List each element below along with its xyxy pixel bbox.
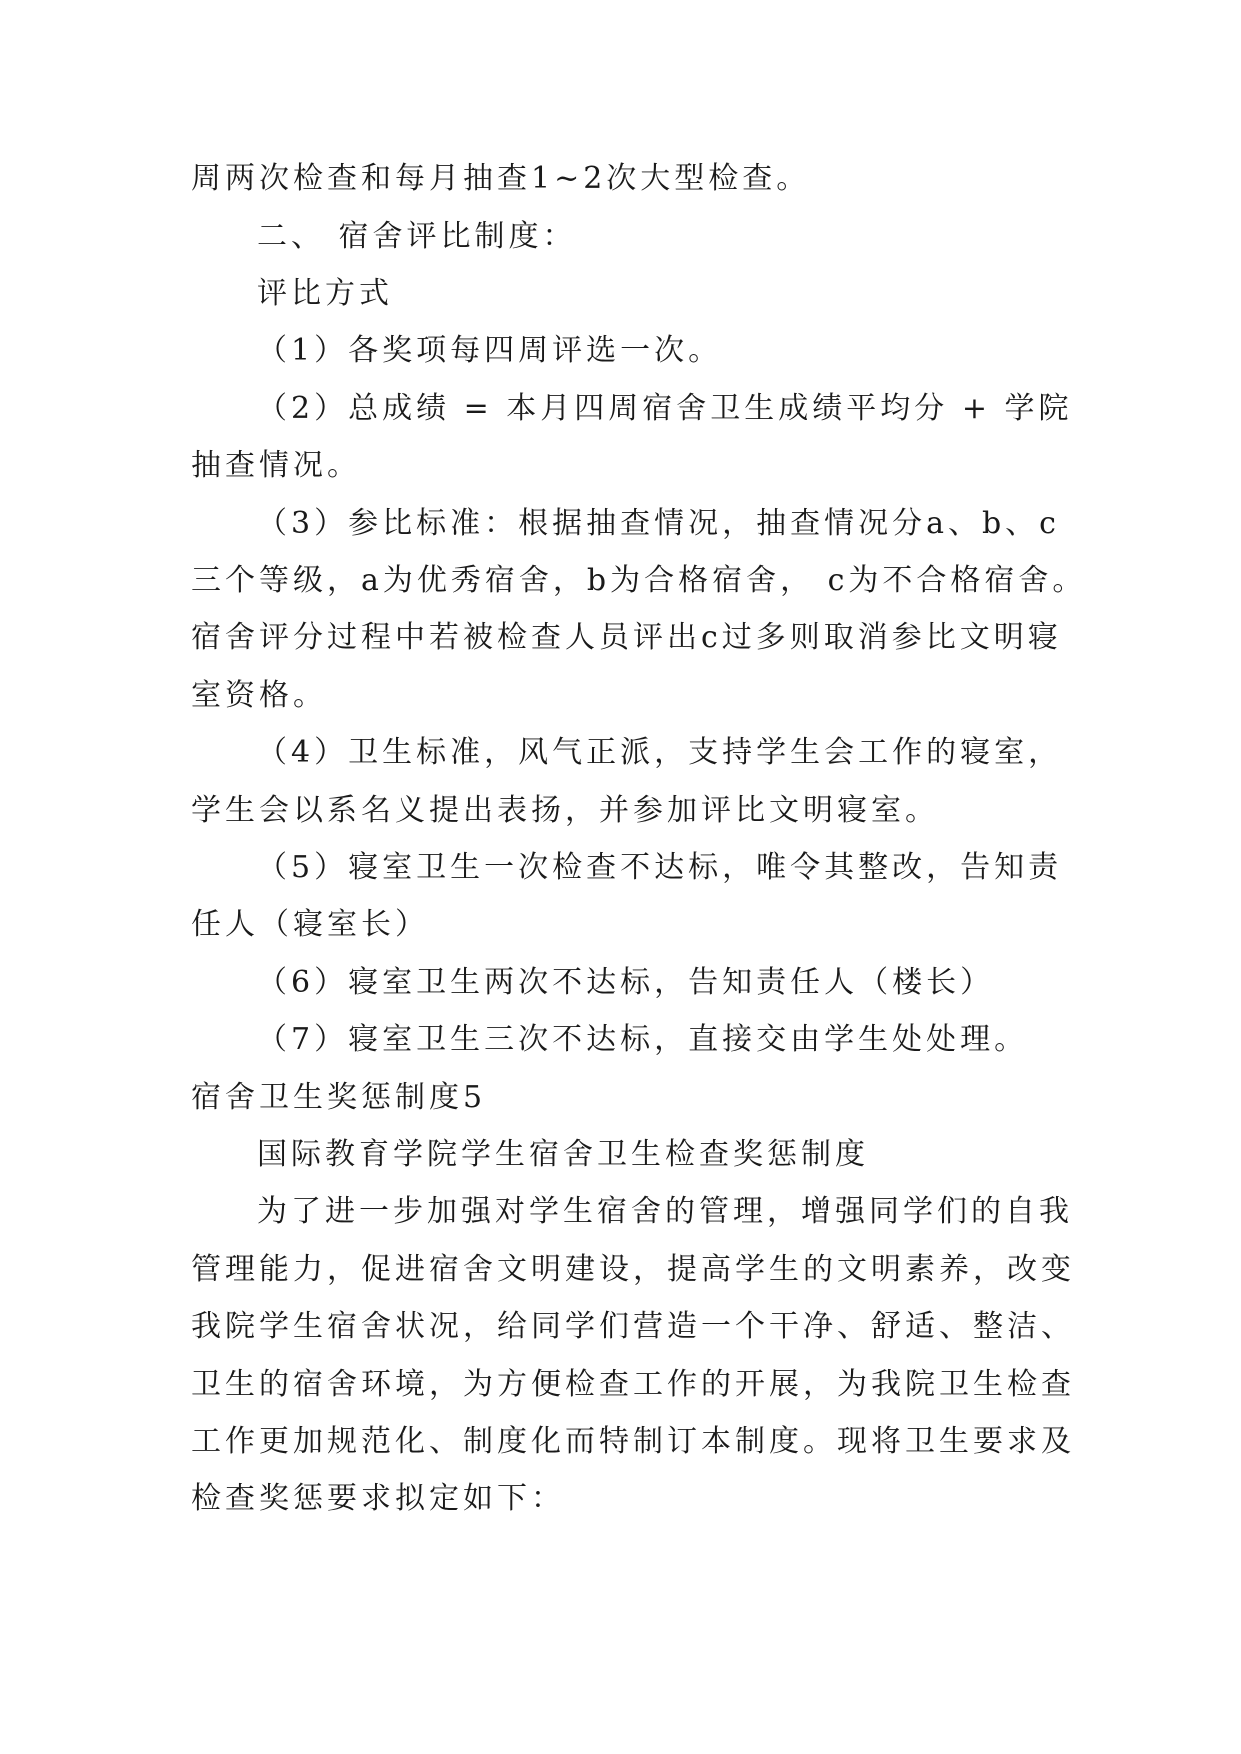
paragraph-line: 我院学生宿舍状况，给同学们营造一个干净、舒适、整洁、 [191, 1309, 1075, 1344]
paragraph-line: 工作更加规范化、制度化而特制订本制度。现将卫生要求及 [191, 1424, 1075, 1459]
text-line: 室资格。 [191, 678, 327, 713]
list-item: （3）参比标准：根据抽查情况，抽查情况分a、b、c [257, 506, 1060, 541]
text-line: 抽查情况。 [191, 448, 361, 483]
document-title: 国际教育学院学生宿舍卫生检查奖惩制度 [257, 1137, 869, 1172]
text-line: 周两次检查和每月抽查1~2次大型检查。 [191, 161, 811, 196]
list-item: （1）各奖项每四周评选一次。 [257, 333, 723, 368]
paragraph-line: 检查奖惩要求拟定如下： [191, 1481, 565, 1516]
section-heading: 二、 宿舍评比制度： [257, 219, 577, 254]
text-line: 宿舍评分过程中若被检查人员评出c过多则取消参比文明寝 [191, 620, 1062, 655]
list-item: （4）卫生标准，风气正派，支持学生会工作的寝室， [257, 735, 1063, 770]
paragraph-line: 管理能力，促进宿舍文明建设，提高学生的文明素养，改变 [191, 1252, 1075, 1287]
text-line: 任人（寝室长） [191, 907, 429, 942]
list-item: （6）寝室卫生两次不达标，告知责任人（楼长） [257, 965, 995, 1000]
text-line: 三个等级，a为优秀宿舍，b为合格宿舍， c为不合格宿舍。 [191, 563, 1087, 598]
paragraph-line: 为了进一步加强对学生宿舍的管理，增强同学们的自我 [257, 1194, 1073, 1229]
list-item: （2）总成绩 = 本月四周宿舍卫生成绩平均分 + 学院 [257, 391, 1073, 426]
section-title: 宿舍卫生奖惩制度5 [191, 1080, 487, 1115]
list-item: （7）寝室卫生三次不达标，直接交由学生处处理。 [257, 1022, 1029, 1057]
list-item: （5）寝室卫生一次检查不达标，唯令其整改，告知责 [257, 850, 1063, 885]
paragraph-line: 卫生的宿舍环境，为方便检查工作的开展，为我院卫生检查 [191, 1367, 1075, 1402]
subheading: 评比方式 [257, 276, 393, 311]
text-line: 学生会以系名义提出表扬，并参加评比文明寝室。 [191, 793, 939, 828]
